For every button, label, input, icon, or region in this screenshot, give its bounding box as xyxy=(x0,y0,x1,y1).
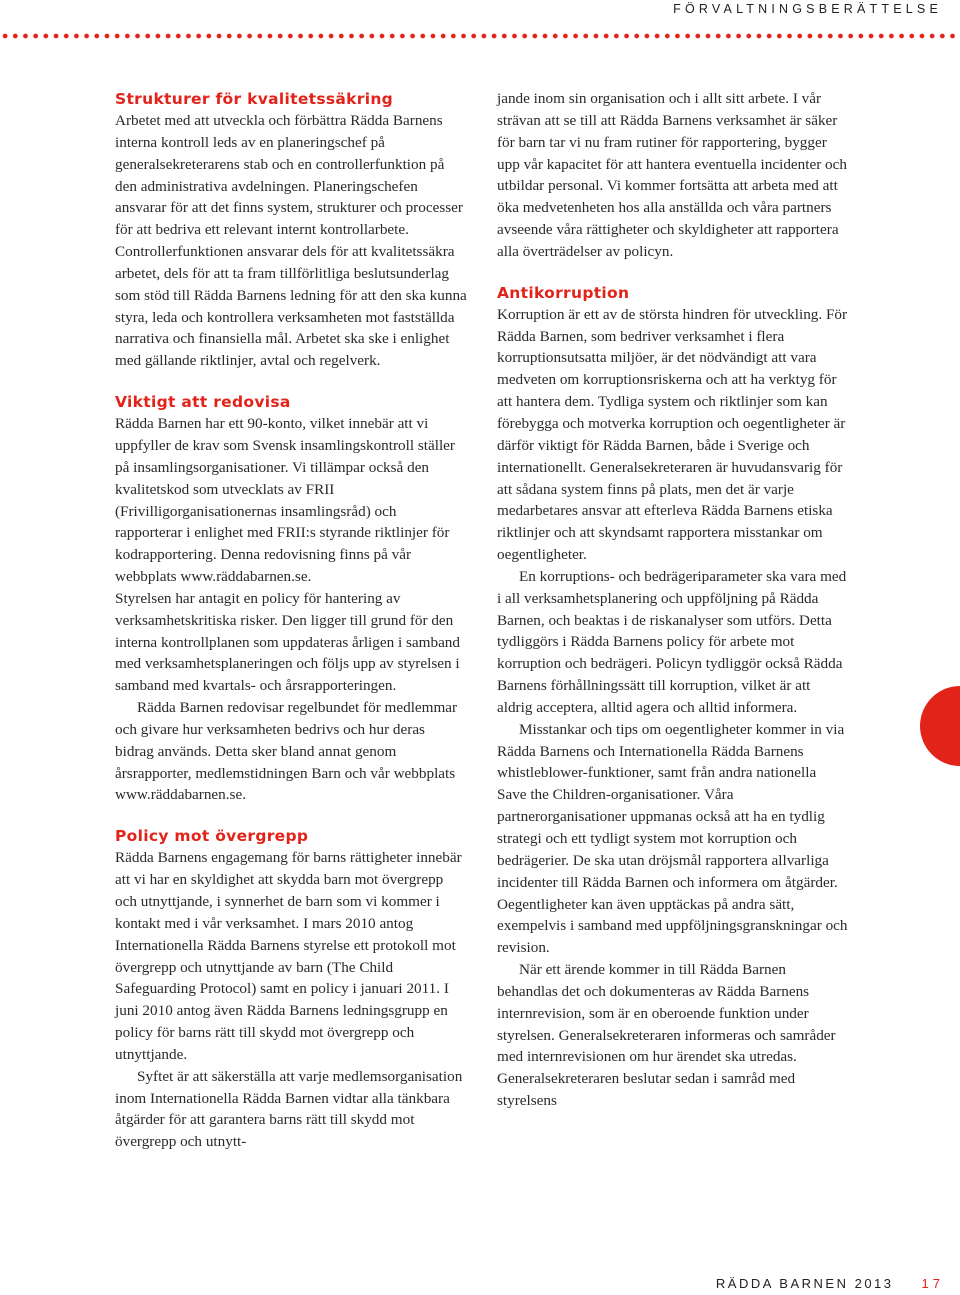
paragraph: jande inom sin organisation och i allt sitt arbete. I vår strävan att se till att Rädda Barnens verksamhet är säker för barn tar vi nu fram rutiner för rapportering, bygger upp vår kapacitet för att hantera eventuella incidenter och utbildar personal. Vi kommer fortsätta att arbeta med att öka medvetenheten hos alla anställda och våra partners avseende våra rättigheter och skyldigheter att rapportera alla överträdelser av policyn. xyxy=(497,90,847,260)
paragraph: Rädda Barnen redovisar regelbundet för medlemmar och givare hur verksamheten bedrivs och hur deras bidrag används. Detta sker bland annat genom årsrapporter, medlemstidningen Barn och vår webbplats www.räddabarnen.se. xyxy=(115,699,458,804)
dotted-rule xyxy=(0,32,960,40)
heading-antikorruption: Antikorruption xyxy=(497,283,630,302)
paragraph: Korruption är ett av de största hindren för utveckling. För Rädda Barnen, som bedriver verksamhet i flera korruptionsutsatta miljöer, är det nödvändigt att vara medveten om korruptionsriskerna och att ha verktyg för att hantera dem. Tydliga system och riktlinjer som kan förebygga och motverka korruption och oegentligheter är därför viktigt för Rädda Barnen, både i Sverige och internationellt. Generalsekreteraren är huvudansvarig för att sådana system finns på plats, men det är varje medarbetares ansvar att efterleva Rädda Barnens etiska riktlinjer och att skyndsamt rapportera misstankar om oegentligheter. xyxy=(497,305,848,564)
paragraph: När ett ärende kommer in till Rädda Barnen behandlas det och dokumenteras av Rädda Barnens internrevision, som är en oberoende funktion under styrelsen. Generalsekreteraren informeras och samråder med internrevisionen om hur ärendet ska utredas. Generalsekreteraren beslutar sedan i samråd med styrelsens xyxy=(497,961,836,1110)
paragraph: Rädda Barnens engagemang för barns rättigheter innebär att vi har en skyldighet att skydda barn mot övergrepp och utnyttjande, i synnerhet de barn som vi kommer i kontakt med i vår verksamhet. I mars 2010 antog Internationella Rädda Barnens styrelse ett protokoll mot övergrepp och utnyttjande av barn (The Child Safeguarding Protocol) samt en policy i januari 2011. I juni 2010 antog även Rädda Barnens ledningsgrupp en policy för barns rätt till skydd mot övergrepp och utnyttjande. xyxy=(115,849,462,1063)
paragraph: Arbetet med att utveckla och förbättra Rädda Barnens interna kontroll leds av en planeringschef på generalsekreterarens stab och en controllerfunktion på den administrativa avdelningen. Planeringschefen ansvarar för att det finns system, strukturer och processer för att bedriva ett relevant internt kontrollarbete. Controllerfunktionen ansvarar dels för att kvalitetssäkra arbetet, dels för att ta fram tillförlitliga beslutsunderlag som stöd till Rädda Barnens ledning för att den ska kunna styra, leda och kontrollera verksamheten mot fastställda narrativa och finansiella mål. Arbetet ska ske i enlighet med gällande riktlinjer, avtal och regelverk. xyxy=(115,112,467,370)
left-column xyxy=(115,88,467,1153)
publication-title: RÄDDA BARNEN 2013 xyxy=(715,1276,894,1291)
heading-policy-mot-overgrepp: Policy mot övergrepp xyxy=(115,827,309,846)
heading-viktigt-att-redovisa: Viktigt att redovisa xyxy=(115,393,291,412)
paragraph: Rädda Barnen har ett 90-konto, vilket innebär att vi uppfyller de krav som Svensk insamlingskontroll ställer på insamlingsorganisationer. Vi tillämpar också den kvalitetskod som utvecklats av FRII (Frivilligorganisationernas insamlingsråd) och rapporterar i enlighet med FRII:s styrande riktlinjer för kodrapportering. Denna redovisning finns på vår webbplats www.räddabarnen.se. xyxy=(115,415,455,586)
running-title: FÖRVALTNINGSBERÄTTELSE xyxy=(673,2,942,16)
section-tab-marker xyxy=(920,686,960,766)
paragraph: Syftet är att säkerställa att varje medlemsorganisation inom Internationella Rädda Barnen vidtar alla tänkbara åtgärder för att garantera barns rätt till skydd mot övergrepp och utnytt- xyxy=(115,1067,463,1151)
right-column xyxy=(497,88,849,1112)
page-number: 17 xyxy=(921,1276,944,1291)
heading-kvalitetssakring: Strukturer för kvalitetssäkring xyxy=(115,90,394,108)
page-footer xyxy=(716,1276,944,1291)
paragraph: Styrelsen har antagit en policy för hantering av verksamhetskritiska risker. Den ligger till grund för den interna kontrollplanen som uppdateras årligen i samband med verksamhetsplaneringen och följs upp av styrelsen i samband med kvartals- och årsrapporteringen. xyxy=(115,589,460,695)
paragraph: En korruptions- och bedrägeriparameter ska vara med i all verksamhetsplanering och uppföljning på Rädda Barnen, och beaktas i de riskanalyser som utförs. Detta tydliggörs i Rädda Barnens policy för arbete mot korruption och bedrägeri. Policyn tydliggör också Rädda Barnens förhållningssätt till korruption, vilket är att aldrig acceptera, alltid agera och alltid informera. xyxy=(497,567,847,716)
paragraph: Misstankar och tips om oegentligheter kommer in via Rädda Barnens och Internationella Rädda Barnens whistleblower-funktioner, samt från andra nationella Save the Children-organisationer. Våra partnerorganisationer uppmanas också att ha en tydlig strategi och ett tydligt system mot korruption och bedrägerier. De ska utan dröjsmål rapportera allvarliga incidenter till Rädda Barnen och informera om åtgärder. Oegentligheter kan även upptäckas på andra sätt, exempelvis i samband med uppföljningsgranskningar och revision. xyxy=(497,720,848,957)
